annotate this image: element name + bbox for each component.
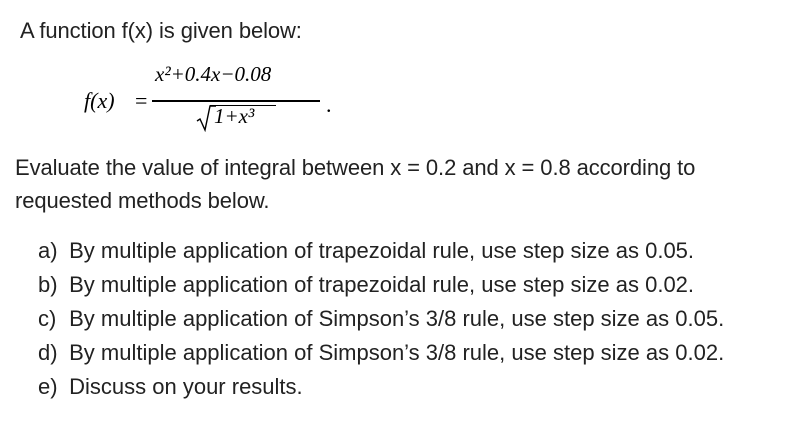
list-marker: c) [38,306,57,331]
list-item [38,306,724,332]
list-marker: e) [38,374,58,399]
list-marker: a) [38,238,58,263]
list-text: Discuss on your results. [69,374,303,399]
formula-denominator: 1+x³ [214,104,255,128]
formula-numerator: x²+0.4x−0.08 [155,62,272,86]
fraction-bar [152,100,320,102]
list-item [38,238,694,264]
formula-lhs: f(x) [84,88,115,113]
list-marker: d) [38,340,58,365]
list-text: By multiple application of Simpson’s 3/8 rule, use step size as 0.05. [69,306,725,331]
intro-text: A function f(x) is given below: [20,18,302,43]
formula-equals: = [135,88,148,113]
list-text: By multiple application of trapezoidal rule, use step size as 0.05. [69,238,695,263]
instruction-line-1: Evaluate the value of integral between x = 0.2 and x = 0.8 according to [15,155,696,180]
list-item [38,272,694,298]
list-text: By multiple application of Simpson’s 3/8 rule, use step size as 0.02. [69,340,725,365]
formula-period: . [326,92,332,117]
square-root-icon [196,104,216,132]
list-marker: b) [38,272,58,297]
list-text: By multiple application of trapezoidal rule, use step size as 0.02. [69,272,695,297]
list-item [38,340,724,366]
list-item [38,374,303,400]
instruction-line-2: requested methods below. [15,188,270,213]
